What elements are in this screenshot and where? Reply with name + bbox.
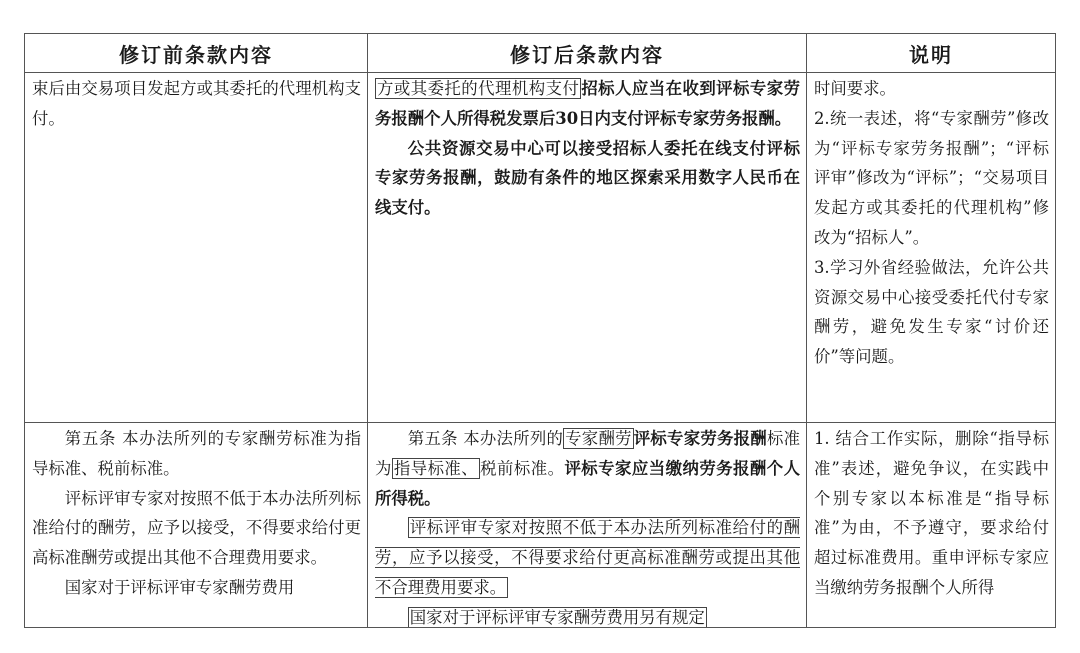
header-row (25, 34, 1056, 73)
inserted-text: 招标人应当在收到评标专家劳务报酬个人所得税发票后 (375, 79, 801, 128)
row1-before-cell (25, 73, 368, 423)
row1-note-1: 时间要求。 (814, 79, 896, 98)
inserted-text: 评标专家劳务报酬 (633, 429, 767, 448)
revision-comparison-table (24, 33, 1056, 628)
inserted-text-days: 30 (555, 108, 579, 128)
deleted-text-box: 指导标准、 (393, 458, 479, 478)
inserted-text: 评标专家应当缴纳劳务报酬个人所得税。 (375, 458, 801, 508)
inserted-text: 日内支付评标专家劳务报酬。 (578, 108, 792, 128)
row2-note: 1. 结合工作实际，删除“指导标准”表述，避免争议，在实践中个别专家以本标准是“指导标准”为由，不予遵守，要求给付超过标准费用。重申评标专家应当缴纳劳务报酬个人所得 (814, 429, 1049, 597)
row2-before-para1: 第五条 本办法所列的专家酬劳标准为指导标准、税前标准。 (32, 429, 361, 478)
deleted-text-box: 方或其委托的代理机构支付 (377, 79, 580, 98)
row1-before-text: 束后由交易项目发起方或其委托的代理机构支付。 (32, 79, 361, 128)
row1-note-2: 2.统一表述，将“专家酬劳”修改为“评标专家劳务报酬”；“评标评审”修改为“评标”；“交易项目发起方或其委托的代理机构”修改为“招标人”。 (814, 108, 1049, 247)
row1-after-para2: 公共资源交易中心可以接受招标人委托在线支付评标专家劳务报酬，鼓励有条件的地区探索采用数字人民币在线支付。 (375, 138, 800, 218)
row2-after-cell (368, 423, 807, 628)
row1-note-3: 3.学习外省经验做法，允许公共资源交易中心接受委托代付专家酬劳，避免发生专家“讨价还价”等问题。 (814, 257, 1049, 367)
row2-after-para1: 第五条 本办法所列的 专家酬劳 评标专家劳务报酬标准为 指导标准、 税前标准。评标专家应当缴纳劳务报酬个人所得税。 (375, 429, 801, 508)
row1-after-para1 (375, 74, 800, 134)
table-row (25, 73, 1056, 423)
header-after: 修订后条款内容 (368, 34, 807, 73)
deleted-text-box: 专家酬劳 (565, 429, 632, 448)
header-before: 修订前条款内容 (25, 34, 368, 73)
row2-after-para2 (375, 513, 800, 602)
row2-before-para2: 评标评审专家对按照不低于本办法所列标准给付的酬劳，应予以接受，不得要求给付更高标准酬劳或提出其他不合理费用要求。 (32, 488, 361, 568)
row2-note-cell (807, 423, 1056, 628)
row1-note-cell (807, 73, 1056, 423)
row2-after-para3 (375, 603, 800, 627)
deleted-text-box: 国家对于评标评审专家酬劳费用另有规定 (409, 607, 705, 627)
row2-before-para3: 国家对于评标评审专家酬劳费用 (64, 577, 295, 597)
row1-after-cell (368, 73, 807, 423)
row2-before-cell (25, 423, 368, 628)
header-note: 说明 (807, 34, 1056, 73)
deleted-text-box: 评标评审专家对按照不低于本办法所列标准给付的酬劳，应予以接受，不得要求给付更高标准酬劳或提出其他不合理费用要求。 (375, 518, 800, 597)
table-row (25, 423, 1056, 628)
